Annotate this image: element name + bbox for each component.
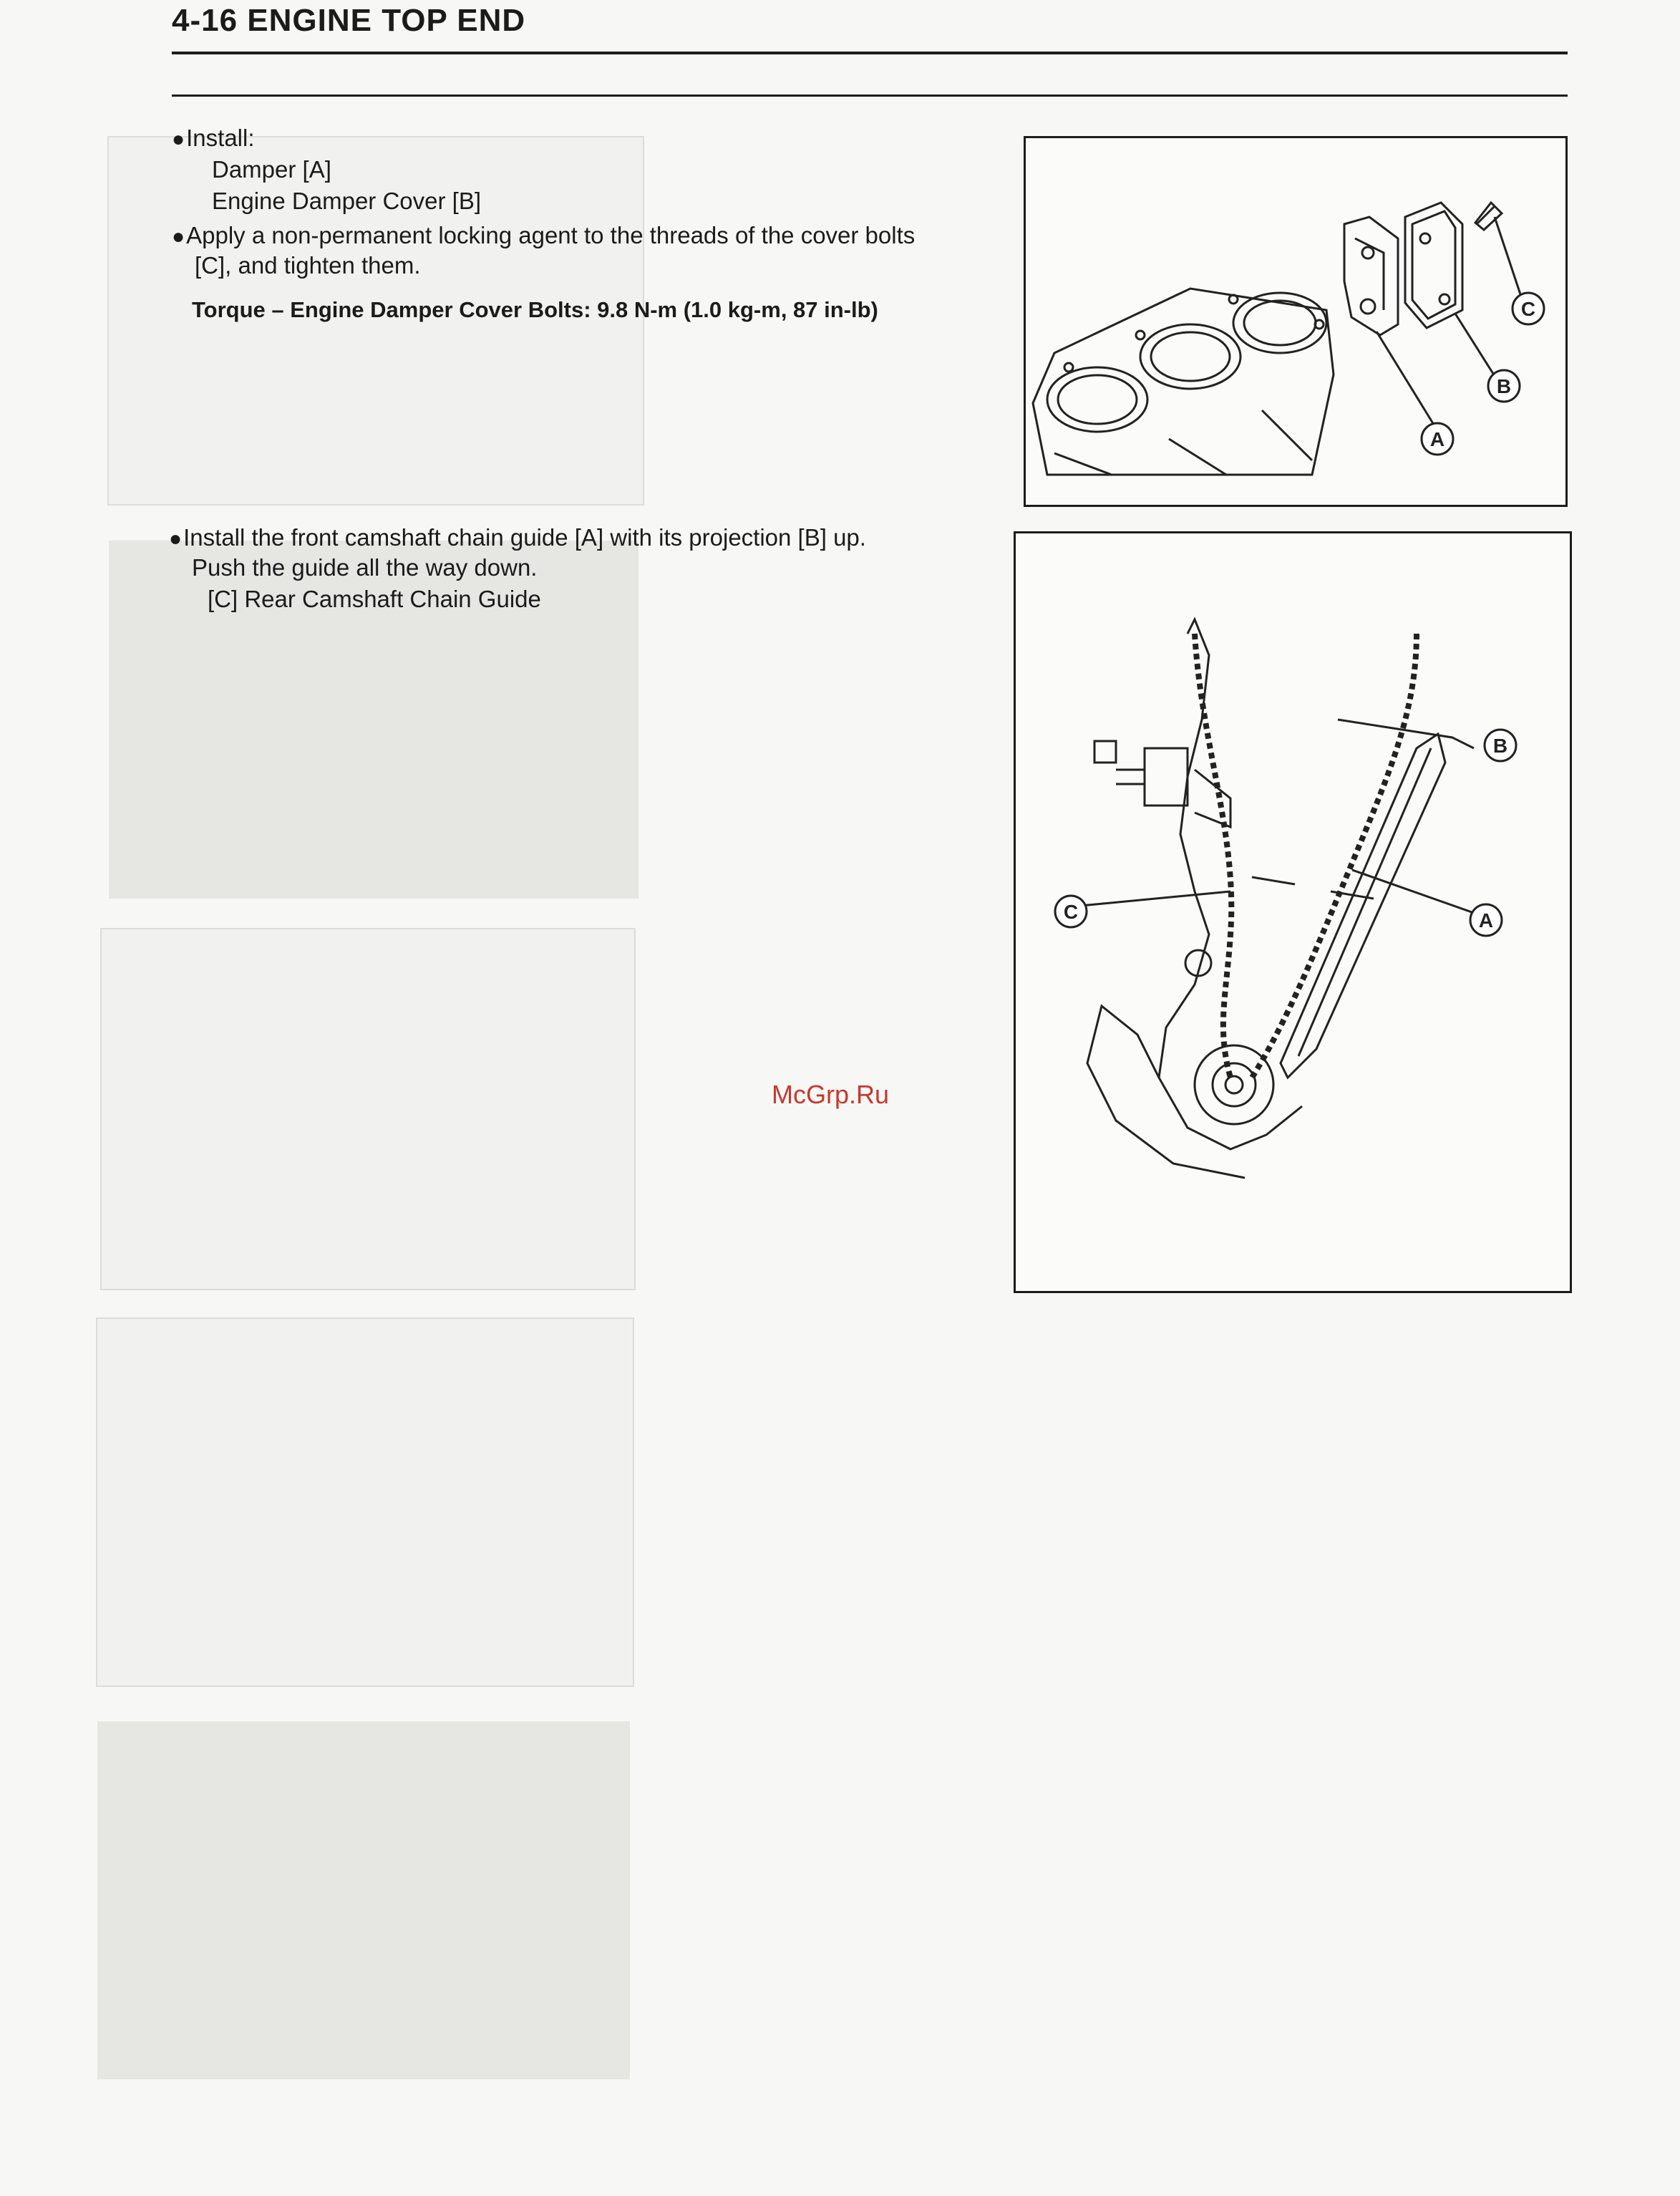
chain-guide-instruction-cont: Push the guide all the way down.: [192, 554, 538, 581]
torque-spec: Torque – Engine Damper Cover Bolts: 9.8 N-m (1.0 kg-m, 87 in-lb): [192, 297, 878, 322]
label-B: B: [1492, 735, 1508, 757]
label-C: C: [1520, 298, 1536, 320]
ghost-figure-panel: [100, 928, 636, 1290]
damper-cover-figure: [1024, 136, 1568, 507]
page-title: 4-16 ENGINE TOP END: [172, 3, 526, 38]
label-B: B: [1496, 375, 1512, 397]
label-A: A: [1478, 909, 1494, 932]
ghost-figure-panel: [96, 1317, 634, 1687]
header-rule: [172, 52, 1568, 54]
install-item-damper: Damper [A]: [212, 156, 331, 183]
ghost-photo-panel: [97, 1721, 630, 2079]
header-rule-secondary: [172, 95, 1568, 97]
apply-instruction: ● Apply a non-permanent locking agent to the threads of the cover bolts: [172, 219, 915, 253]
rear-guide-caption: [C] Rear Camshaft Chain Guide: [208, 586, 541, 612]
chain-guide-figure: [1014, 531, 1572, 1293]
apply-instruction-cont: [C], and tighten them.: [195, 252, 421, 279]
chain-guide-diagram: [1016, 533, 1570, 1291]
watermark: McGrp.Ru: [772, 1080, 890, 1109]
chain-guide-instruction: ● Install the front camshaft chain guide [A] with its projection [B] up.: [169, 521, 866, 556]
label-A: A: [1429, 428, 1445, 450]
damper-cover-diagram: [1026, 138, 1565, 505]
label-C: C: [1063, 901, 1079, 923]
install-item-cover: Engine Damper Cover [B]: [212, 188, 482, 214]
install-heading: ● Install:: [172, 122, 255, 156]
